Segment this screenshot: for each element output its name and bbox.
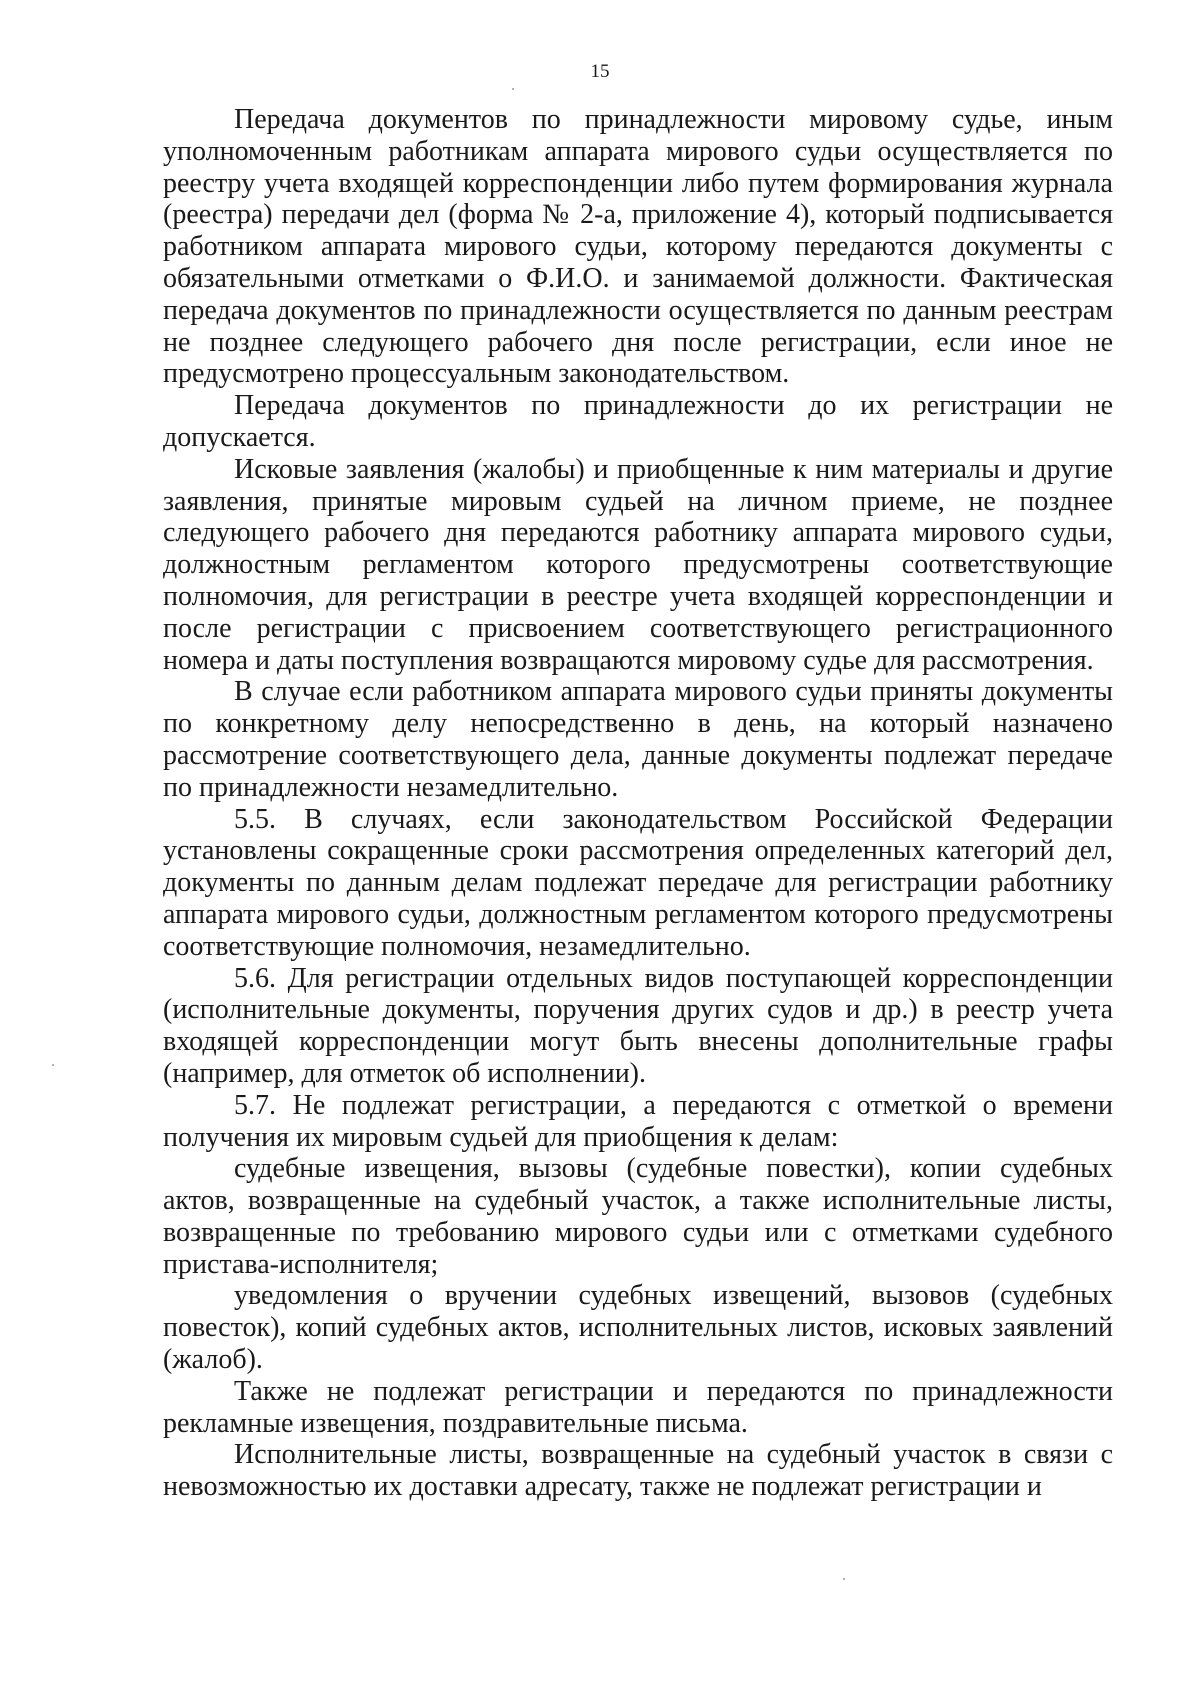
scan-speck [52, 1064, 54, 1066]
paragraph: 5.6. Для регистрации отдельных видов поступающей корреспонденции (исполнительные документы, поручения других судов и др.) в реестр учета входящей корреспонденции могут быть внесены дополнительные графы (например, для отметок об исполнении). [163, 962, 1113, 1089]
paragraph-last: Исполнительные листы, возвращенные на судебный участок в связи с невозможностью их доставки адресату, также не подлежат регистрации и [163, 1439, 1113, 1503]
page-number: 15 [590, 61, 610, 82]
scan-speck [843, 1578, 845, 1580]
paragraph: уведомления о вручении судебных извещений, вызовов (судебных повесток), копий судебных актов, исполнительных листов, исковых заявлений (жалоб). [163, 1280, 1113, 1376]
paragraph: Также не подлежат регистрации и передаются по принадлежности рекламные извещения, поздравительные письма. [163, 1375, 1113, 1439]
paragraph: 5.7. Не подлежат регистрации, а передаются с отметкой о времени получения их мировым судьей для приобщения к делам: [163, 1089, 1113, 1153]
scan-speck [512, 88, 514, 90]
paragraph: 5.5. В случаях, если законодательством Российской Федерации установлены сокращенные сроки рассмотрения определенных категорий дел, документы по данным делам подлежат передаче для регистрации работнику аппарата мирового судьи, должностным регламентом которого предусмотрены соответствующие полномочия, незамедлительно. [163, 803, 1113, 962]
paragraph: Передача документов по принадлежности до их регистрации не допускается. [163, 390, 1113, 453]
paragraph: В случае если работником аппарата мирового судьи приняты документы по конкретному делу непосредственно в день, на который назначено рассмотрение соответствующего дела, данные документы подлежат передаче по принадлежности незамедлительно. [163, 676, 1113, 803]
paragraph: Передача документов по принадлежности мировому судье, иным уполномоченным работникам аппарата мирового судьи осуществляется по реестру учета входящей корреспонденции либо путем формирования журнала (реестра) передачи дел (форма № 2-а, приложение 4), который подписывается работником аппарата мирового судьи, которому передаются документы с обязательными отметками о Ф.И.О. и занимаемой должности. Фактическая передача документов по принадлежности осуществляется по данным реестрам не позднее следующего рабочего дня после регистрации, если иное не предусмотрено процессуальным законодательством. [163, 104, 1113, 390]
paragraph: судебные извещения, вызовы (судебные повестки), копии судебных актов, возвращенные на судебный участок, а также исполнительные листы, возвращенные по требованию мирового судьи или с отметками судебного пристава-исполнителя; [163, 1153, 1113, 1280]
paragraph: Исковые заявления (жалобы) и приобщенные к ним материалы и другие заявления, принятые мировым судьей на личном приеме, не позднее следующего рабочего дня передаются работнику аппарата мирового судьи, должностным регламентом которого предусмотрены соответствующие полномочия, для регистрации в реестре учета входящей корреспонденции и после регистрации с присвоением соответствующего регистрационного номера и даты поступления возвращаются мировому судье для рассмотрения. [163, 453, 1113, 676]
document-body [163, 104, 1113, 1503]
